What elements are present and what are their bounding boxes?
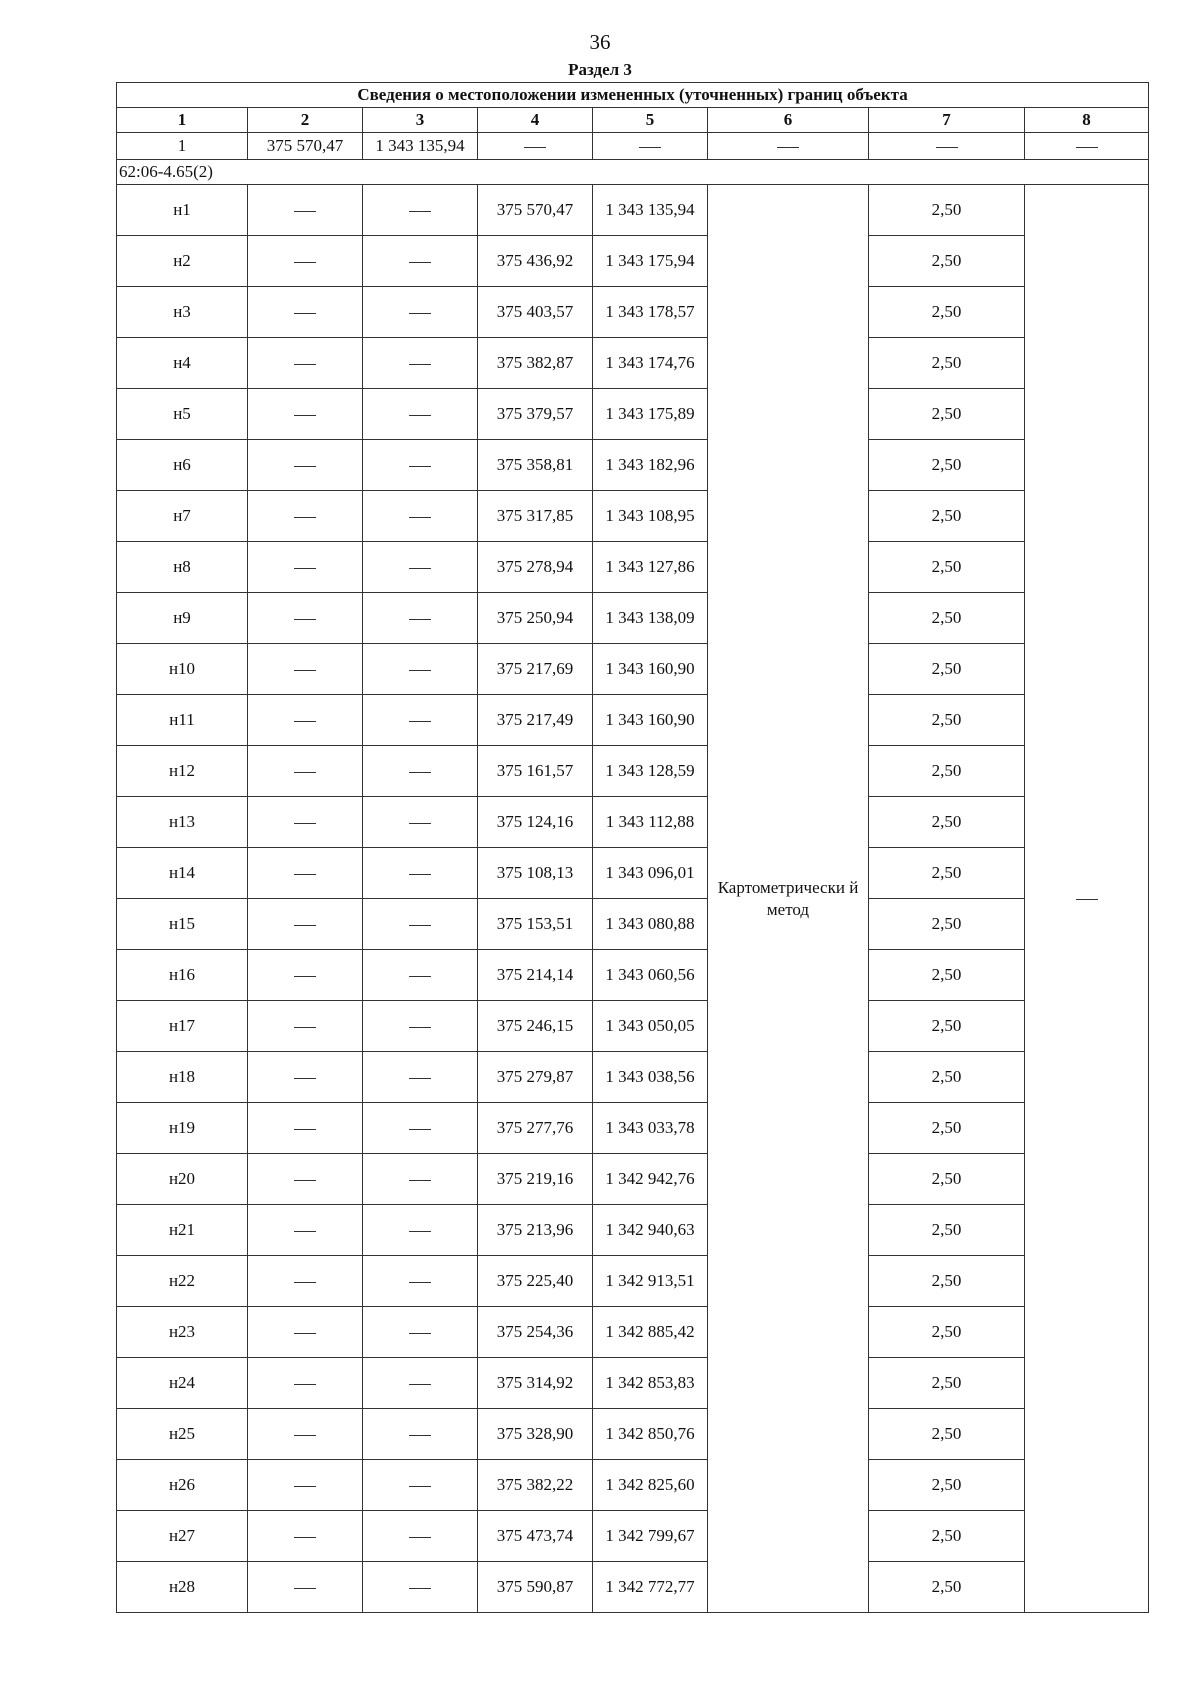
dash (409, 823, 431, 824)
column2-cell (248, 1511, 363, 1562)
reference-cell (593, 133, 708, 160)
reference-cell (1025, 133, 1149, 160)
x-coordinate-cell: 375 570,47 (478, 185, 593, 236)
x-coordinate-cell: 375 382,87 (478, 338, 593, 389)
column2-cell (248, 1358, 363, 1409)
dash (294, 619, 316, 620)
y-coordinate-cell: 1 343 050,05 (593, 1001, 708, 1052)
y-coordinate-cell: 1 342 940,63 (593, 1205, 708, 1256)
reference-cell (869, 133, 1025, 160)
x-coordinate-cell: 375 246,15 (478, 1001, 593, 1052)
column-number: 6 (708, 108, 869, 133)
dash (294, 1435, 316, 1436)
x-coordinate-cell: 375 214,14 (478, 950, 593, 1001)
x-coordinate-cell: 375 279,87 (478, 1052, 593, 1103)
accuracy-cell: 2,50 (869, 1052, 1025, 1103)
accuracy-cell: 2,50 (869, 899, 1025, 950)
y-coordinate-cell: 1 342 853,83 (593, 1358, 708, 1409)
column-number: 1 (117, 108, 248, 133)
dash (294, 466, 316, 467)
page-number: 36 (589, 30, 611, 54)
accuracy-cell: 2,50 (869, 185, 1025, 236)
y-coordinate-cell: 1 343 175,89 (593, 389, 708, 440)
column2-cell (248, 644, 363, 695)
table-row (117, 287, 1149, 338)
y-coordinate-cell: 1 343 112,88 (593, 797, 708, 848)
dash (1076, 899, 1098, 900)
accuracy-cell: 2,50 (869, 1307, 1025, 1358)
column2-cell (248, 695, 363, 746)
x-coordinate-cell: 375 225,40 (478, 1256, 593, 1307)
point-name-cell: н25 (117, 1409, 248, 1460)
table-row (117, 236, 1149, 287)
x-coordinate-cell: 375 217,69 (478, 644, 593, 695)
dash (936, 147, 958, 148)
dash (409, 772, 431, 773)
x-coordinate-cell: 375 358,81 (478, 440, 593, 491)
dash (409, 1333, 431, 1334)
reference-row (117, 133, 1149, 160)
column2-cell (248, 440, 363, 491)
boundary-points-table (116, 82, 1149, 1613)
table-row (117, 542, 1149, 593)
point-name-cell: н13 (117, 797, 248, 848)
dash (409, 1078, 431, 1079)
dash (294, 517, 316, 518)
x-coordinate-cell: 375 254,36 (478, 1307, 593, 1358)
column-number: 4 (478, 108, 593, 133)
dash (1076, 147, 1098, 148)
x-coordinate-cell: 375 217,49 (478, 695, 593, 746)
point-name-cell: н8 (117, 542, 248, 593)
x-coordinate-cell: 375 317,85 (478, 491, 593, 542)
column3-cell (363, 593, 478, 644)
table-row (117, 644, 1149, 695)
accuracy-cell: 2,50 (869, 593, 1025, 644)
point-name-cell: н21 (117, 1205, 248, 1256)
dash (409, 925, 431, 926)
column3-cell (363, 491, 478, 542)
dash (409, 619, 431, 620)
point-name-cell: н26 (117, 1460, 248, 1511)
column2-cell (248, 236, 363, 287)
column3-cell (363, 1409, 478, 1460)
column2-cell (248, 1460, 363, 1511)
dash (639, 147, 661, 148)
y-coordinate-cell: 1 343 033,78 (593, 1103, 708, 1154)
column3-cell (363, 287, 478, 338)
point-name-cell: н15 (117, 899, 248, 950)
table-row (117, 950, 1149, 1001)
table-row (117, 440, 1149, 491)
dash (409, 670, 431, 671)
dash (294, 1027, 316, 1028)
point-name-cell: н27 (117, 1511, 248, 1562)
y-coordinate-cell: 1 343 182,96 (593, 440, 708, 491)
dash (409, 1180, 431, 1181)
table-row (117, 899, 1149, 950)
dash (409, 466, 431, 467)
column2-cell (248, 389, 363, 440)
column3-cell (363, 440, 478, 491)
x-coordinate-cell: 375 382,22 (478, 1460, 593, 1511)
table-row (117, 1256, 1149, 1307)
column3-cell (363, 1562, 478, 1613)
column2-cell (248, 848, 363, 899)
column3-cell (363, 1511, 478, 1562)
dash (294, 670, 316, 671)
column2-cell (248, 797, 363, 848)
accuracy-cell: 2,50 (869, 287, 1025, 338)
x-coordinate-cell: 375 314,92 (478, 1358, 593, 1409)
x-coordinate-cell: 375 153,51 (478, 899, 593, 950)
point-name-cell: н23 (117, 1307, 248, 1358)
dash (409, 415, 431, 416)
x-coordinate-cell: 375 278,94 (478, 542, 593, 593)
dash (409, 262, 431, 263)
column2-cell (248, 1256, 363, 1307)
y-coordinate-cell: 1 343 096,01 (593, 848, 708, 899)
point-name-cell: н3 (117, 287, 248, 338)
accuracy-cell: 2,50 (869, 746, 1025, 797)
column3-cell (363, 746, 478, 797)
y-coordinate-cell: 1 343 138,09 (593, 593, 708, 644)
dash (409, 568, 431, 569)
dash (409, 1231, 431, 1232)
dash (294, 364, 316, 365)
point-name-cell: н6 (117, 440, 248, 491)
table-row (117, 797, 1149, 848)
column2-cell (248, 1307, 363, 1358)
x-coordinate-cell: 375 250,94 (478, 593, 593, 644)
dash (294, 568, 316, 569)
point-name-cell: н28 (117, 1562, 248, 1613)
column8-cell (1025, 185, 1149, 1613)
table-row (117, 746, 1149, 797)
dash (777, 147, 799, 148)
reference-x-cell: 375 570,47 (248, 133, 363, 160)
point-name-cell: н19 (117, 1103, 248, 1154)
point-name-cell: н12 (117, 746, 248, 797)
x-coordinate-cell: 375 124,16 (478, 797, 593, 848)
x-coordinate-cell: 375 473,74 (478, 1511, 593, 1562)
accuracy-cell: 2,50 (869, 491, 1025, 542)
table-row (117, 1409, 1149, 1460)
column3-cell (363, 1460, 478, 1511)
accuracy-cell: 2,50 (869, 338, 1025, 389)
accuracy-cell: 2,50 (869, 950, 1025, 1001)
column3-cell (363, 950, 478, 1001)
column2-cell (248, 1154, 363, 1205)
accuracy-cell: 2,50 (869, 1103, 1025, 1154)
column-number: 3 (363, 108, 478, 133)
accuracy-cell: 2,50 (869, 542, 1025, 593)
accuracy-cell: 2,50 (869, 848, 1025, 899)
table-row (117, 1562, 1149, 1613)
column3-cell (363, 1358, 478, 1409)
column2-cell (248, 1001, 363, 1052)
y-coordinate-cell: 1 343 038,56 (593, 1052, 708, 1103)
point-name-cell: н24 (117, 1358, 248, 1409)
accuracy-cell: 2,50 (869, 1154, 1025, 1205)
y-coordinate-cell: 1 343 178,57 (593, 287, 708, 338)
column3-cell (363, 695, 478, 746)
column3-cell (363, 899, 478, 950)
dash (294, 1537, 316, 1538)
column2-cell (248, 1103, 363, 1154)
dash (409, 517, 431, 518)
dash (294, 874, 316, 875)
dash (409, 1027, 431, 1028)
dash (294, 211, 316, 212)
column3-cell (363, 338, 478, 389)
column3-cell (363, 1154, 478, 1205)
dash (409, 721, 431, 722)
x-coordinate-cell: 375 590,87 (478, 1562, 593, 1613)
table-caption: Сведения о местоположении измененных (уточненных) границ объекта (117, 83, 1149, 108)
column3-cell (363, 1205, 478, 1256)
dash (409, 1435, 431, 1436)
point-name-cell: н11 (117, 695, 248, 746)
dash (524, 147, 546, 148)
accuracy-cell: 2,50 (869, 389, 1025, 440)
table-row (117, 1205, 1149, 1256)
accuracy-cell: 2,50 (869, 1001, 1025, 1052)
column3-cell (363, 644, 478, 695)
y-coordinate-cell: 1 343 160,90 (593, 644, 708, 695)
dash (409, 1129, 431, 1130)
point-name-cell: н18 (117, 1052, 248, 1103)
column2-cell (248, 185, 363, 236)
x-coordinate-cell: 375 328,90 (478, 1409, 593, 1460)
dash (294, 262, 316, 263)
x-coordinate-cell: 375 108,13 (478, 848, 593, 899)
accuracy-cell: 2,50 (869, 440, 1025, 491)
column3-cell (363, 389, 478, 440)
reference-cell (478, 133, 593, 160)
table-row (117, 1001, 1149, 1052)
point-name-cell: н1 (117, 185, 248, 236)
x-coordinate-cell: 375 403,57 (478, 287, 593, 338)
dash (294, 976, 316, 977)
dash (294, 772, 316, 773)
accuracy-cell: 2,50 (869, 1562, 1025, 1613)
y-coordinate-cell: 1 342 913,51 (593, 1256, 708, 1307)
accuracy-cell: 2,50 (869, 1205, 1025, 1256)
column3-cell (363, 848, 478, 899)
y-coordinate-cell: 1 343 128,59 (593, 746, 708, 797)
y-coordinate-cell: 1 343 174,76 (593, 338, 708, 389)
column3-cell (363, 185, 478, 236)
table-row (117, 1307, 1149, 1358)
dash (294, 721, 316, 722)
dash (294, 1180, 316, 1181)
y-coordinate-cell: 1 343 108,95 (593, 491, 708, 542)
point-name-cell: н5 (117, 389, 248, 440)
column-number: 2 (248, 108, 363, 133)
y-coordinate-cell: 1 342 825,60 (593, 1460, 708, 1511)
table-row (117, 1103, 1149, 1154)
dash (294, 1384, 316, 1385)
group-label: 62:06-4.65(2) (117, 160, 1149, 185)
column-number: 5 (593, 108, 708, 133)
x-coordinate-cell: 375 379,57 (478, 389, 593, 440)
table-row (117, 338, 1149, 389)
x-coordinate-cell: 375 436,92 (478, 236, 593, 287)
table-row (117, 848, 1149, 899)
point-name-cell: н7 (117, 491, 248, 542)
accuracy-cell: 2,50 (869, 797, 1025, 848)
dash (409, 1486, 431, 1487)
accuracy-cell: 2,50 (869, 695, 1025, 746)
column2-cell (248, 950, 363, 1001)
dash (294, 1588, 316, 1589)
y-coordinate-cell: 1 342 772,77 (593, 1562, 708, 1613)
dash (294, 1078, 316, 1079)
dash (409, 1282, 431, 1283)
dash (294, 313, 316, 314)
point-name-cell: н9 (117, 593, 248, 644)
table-row (117, 389, 1149, 440)
dash (409, 1537, 431, 1538)
point-name-cell: н17 (117, 1001, 248, 1052)
x-coordinate-cell: 375 219,16 (478, 1154, 593, 1205)
dash (409, 976, 431, 977)
reference-cell (708, 133, 869, 160)
y-coordinate-cell: 1 342 799,67 (593, 1511, 708, 1562)
column2-cell (248, 899, 363, 950)
dash (294, 1231, 316, 1232)
column2-cell (248, 287, 363, 338)
accuracy-cell: 2,50 (869, 1409, 1025, 1460)
table-row (117, 1511, 1149, 1562)
table-row (117, 1154, 1149, 1205)
y-coordinate-cell: 1 343 135,94 (593, 185, 708, 236)
table-row (117, 695, 1149, 746)
column2-cell (248, 1562, 363, 1613)
reference-y-cell: 1 343 135,94 (363, 133, 478, 160)
column-number: 7 (869, 108, 1025, 133)
point-name-cell: н10 (117, 644, 248, 695)
point-name-cell: н20 (117, 1154, 248, 1205)
y-coordinate-cell: 1 343 127,86 (593, 542, 708, 593)
column3-cell (363, 542, 478, 593)
column2-cell (248, 593, 363, 644)
dash (294, 925, 316, 926)
point-name-cell: н16 (117, 950, 248, 1001)
column2-cell (248, 1052, 363, 1103)
dash (294, 415, 316, 416)
dash (409, 1384, 431, 1385)
column3-cell (363, 1103, 478, 1154)
table-row (117, 185, 1149, 236)
table-row (117, 593, 1149, 644)
x-coordinate-cell: 375 161,57 (478, 746, 593, 797)
dash (409, 874, 431, 875)
accuracy-cell: 2,50 (869, 1358, 1025, 1409)
accuracy-cell: 2,50 (869, 1511, 1025, 1562)
column3-cell (363, 1256, 478, 1307)
dash (294, 1486, 316, 1487)
table-row (117, 491, 1149, 542)
dash (409, 364, 431, 365)
column3-cell (363, 797, 478, 848)
x-coordinate-cell: 375 277,76 (478, 1103, 593, 1154)
point-name-cell: н4 (117, 338, 248, 389)
table-row (117, 1460, 1149, 1511)
column3-cell (363, 1052, 478, 1103)
point-name-cell: н14 (117, 848, 248, 899)
column2-cell (248, 338, 363, 389)
point-name-cell: н22 (117, 1256, 248, 1307)
dash (409, 211, 431, 212)
dash (409, 313, 431, 314)
y-coordinate-cell: 1 343 080,88 (593, 899, 708, 950)
dash (294, 1333, 316, 1334)
column2-cell (248, 542, 363, 593)
section-title: Раздел 3 (568, 60, 632, 79)
point-name-cell: н2 (117, 236, 248, 287)
method-cell: Картометрически й метод (708, 185, 869, 1613)
y-coordinate-cell: 1 343 160,90 (593, 695, 708, 746)
column2-cell (248, 1409, 363, 1460)
y-coordinate-cell: 1 343 060,56 (593, 950, 708, 1001)
column-number: 8 (1025, 108, 1149, 133)
y-coordinate-cell: 1 343 175,94 (593, 236, 708, 287)
dash (409, 1588, 431, 1589)
accuracy-cell: 2,50 (869, 644, 1025, 695)
table-row (117, 1358, 1149, 1409)
column2-cell (248, 746, 363, 797)
column2-cell (248, 1205, 363, 1256)
accuracy-cell: 2,50 (869, 1460, 1025, 1511)
dash (294, 1129, 316, 1130)
column3-cell (363, 236, 478, 287)
reference-point-cell: 1 (117, 133, 248, 160)
y-coordinate-cell: 1 342 885,42 (593, 1307, 708, 1358)
dash (294, 1282, 316, 1283)
accuracy-cell: 2,50 (869, 1256, 1025, 1307)
y-coordinate-cell: 1 342 850,76 (593, 1409, 708, 1460)
column3-cell (363, 1307, 478, 1358)
x-coordinate-cell: 375 213,96 (478, 1205, 593, 1256)
column3-cell (363, 1001, 478, 1052)
y-coordinate-cell: 1 342 942,76 (593, 1154, 708, 1205)
column2-cell (248, 491, 363, 542)
accuracy-cell: 2,50 (869, 236, 1025, 287)
dash (294, 823, 316, 824)
table-row (117, 1052, 1149, 1103)
group-row (117, 160, 1149, 185)
